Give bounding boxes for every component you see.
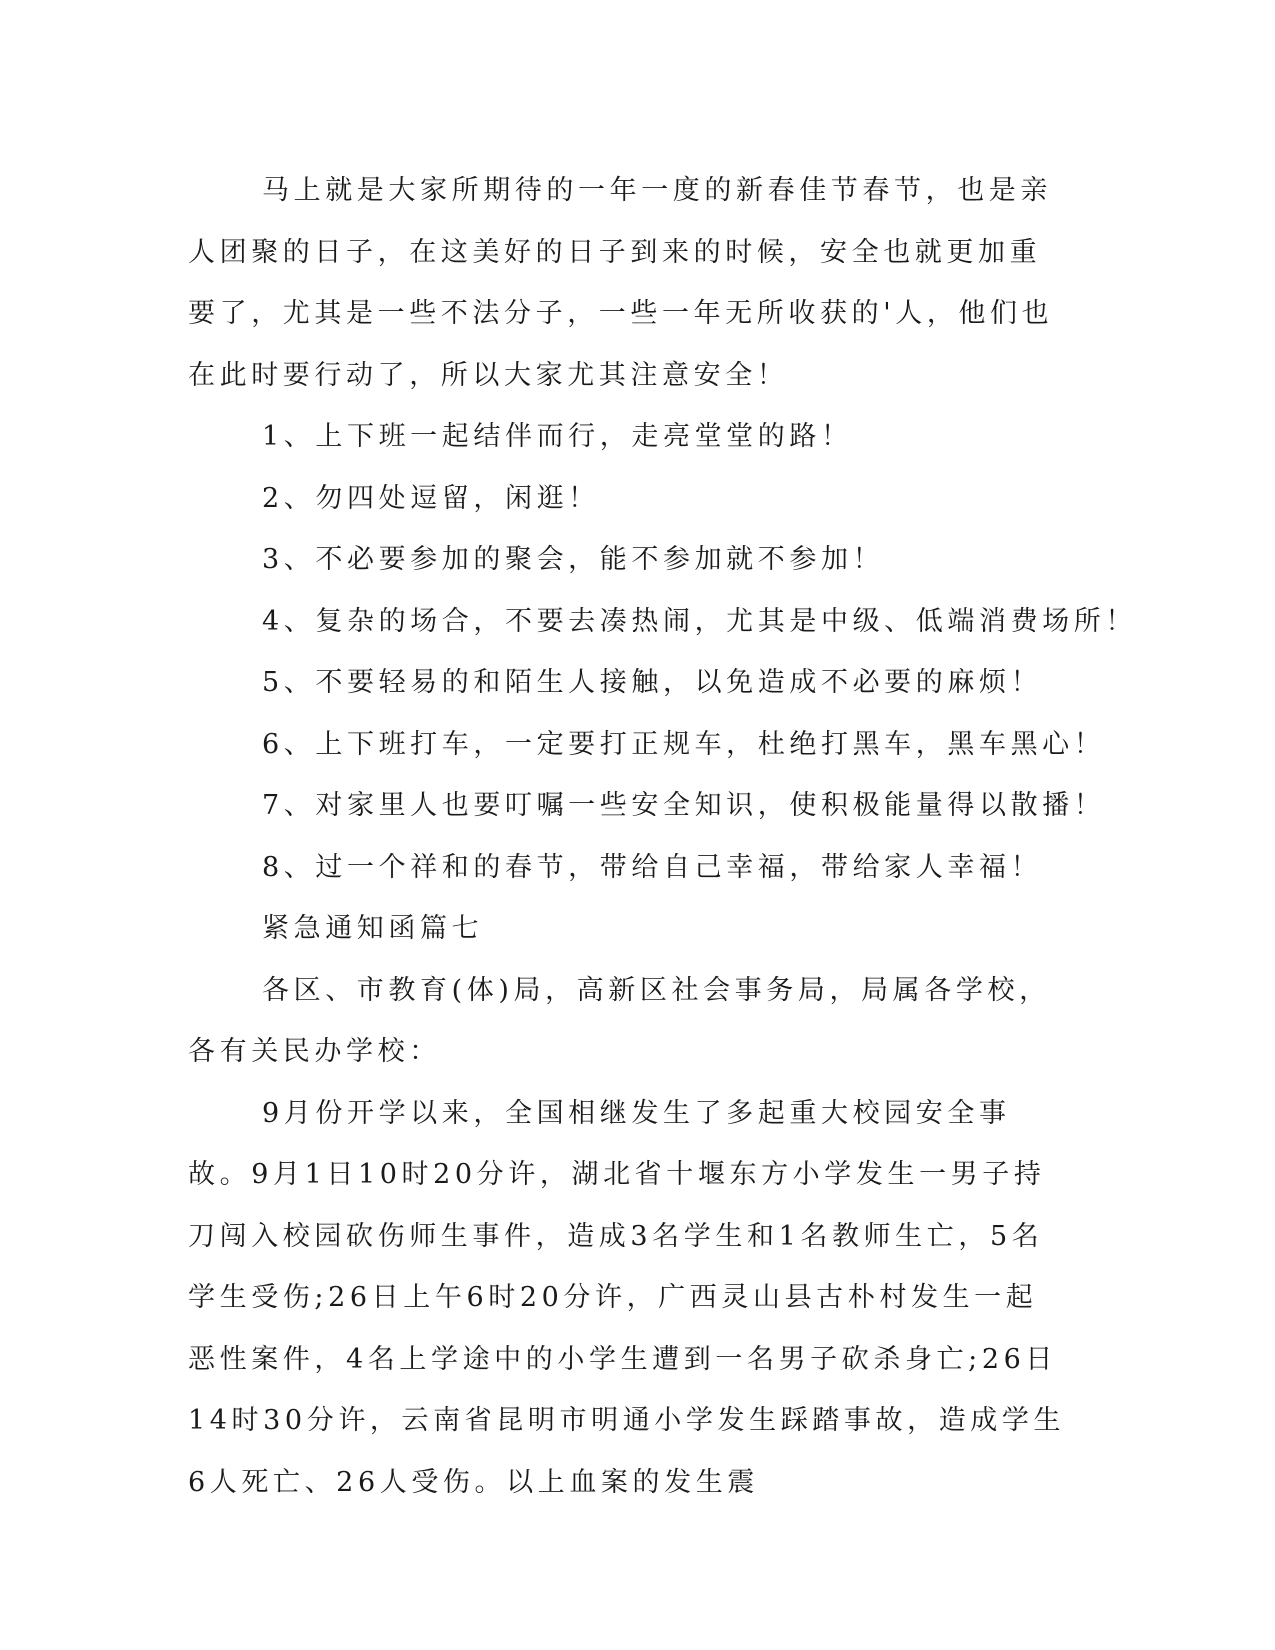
list-item: 2、勿四处逗留，闲逛！ xyxy=(262,482,600,514)
salutation: 各区、市教育(体)局，高新区社会事务局，局属各学校，各有关民办学校： xyxy=(188,974,1051,1067)
list-item: 4、复杂的场合，不要去凑热闹，尤其是中级、低端消费场所！ xyxy=(262,605,1137,637)
list-item: 1、上下班一起结伴而行，走亮堂堂的路！ xyxy=(262,421,853,452)
list-item: 6、上下班打车，一定要打正规车，杜绝打黑车，黑车黑心！ xyxy=(262,728,1106,760)
intro-paragraph: 马上就是大家所期待的一年一度的新春佳节春节，也是亲人团聚的日子，在这美好的日子到来的时候，安全也就更加重要了，尤其是一些不法分子，一些一年无所收获的'人，他们也在此时要行动了，所以大家尤其注意安全！ xyxy=(188,175,1054,391)
section-title: 紧急通知函篇七 xyxy=(262,913,484,944)
body-paragraph: 9月份开学以来，全国相继发生了多起重大校园安全事故。9月1日10时20分许，湖北省十堰东方小学发生一男子持刀闯入校园砍伤师生事件，造成3名学生和1名教师生亡，5名学生受伤;26日上午6时20分许，广西灵山县古朴村发生一起恶性案件，4名上学途中的小学生遭到一名男子砍杀身亡;26日14时30分许，云南省昆明市明通小学发生踩踏事故，造成学生6人死亡、26人受伤。以上血案的发生震 xyxy=(188,1097,1066,1498)
list-item: 5、不要轻易的和陌生人接触，以免造成不必要的麻烦！ xyxy=(262,667,1043,698)
document-body xyxy=(188,160,1137,1513)
list-item: 8、过一个祥和的春节，带给自己幸福，带给家人幸福！ xyxy=(262,851,1043,883)
list-item: 3、不必要参加的聚会，能不参加就不参加！ xyxy=(262,544,885,575)
list-item: 7、对家里人也要叮嘱一些安全知识，使积极能量得以散播！ xyxy=(262,790,1106,821)
